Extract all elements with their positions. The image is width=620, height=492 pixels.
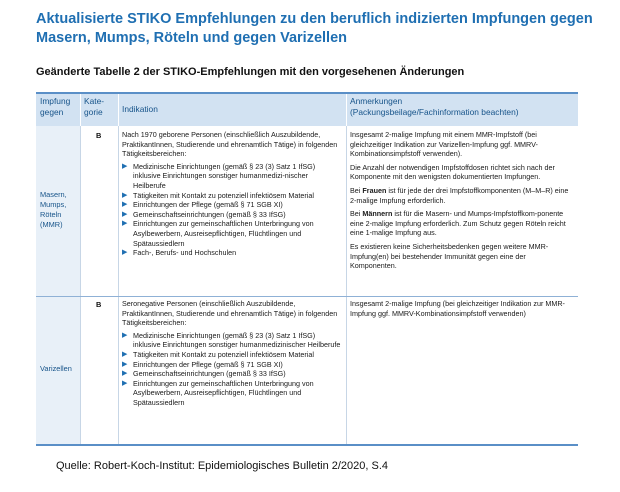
triangle-bullet-icon: ▶ (122, 331, 128, 339)
row-indikation (122, 299, 342, 408)
list-item: ▶ Einrichtungen zur gemeinschaftlichen Unterbringung von Asylbewerbern, Ausreisepflichtigen, Flüchtlingen und Spätaussiedlern (122, 219, 314, 248)
row-separator (36, 296, 578, 297)
list-item: ▶ Tätigkeiten mit Kontakt zu potenziell infektiösem Material (122, 190, 314, 200)
column-divider (346, 126, 347, 444)
header-anmerkungen-sub: (Packungsbeilage/Fachinformation beachten) (350, 107, 519, 117)
header-anmerkungen (346, 94, 578, 126)
first-column-background (36, 126, 80, 444)
list-item: ▶ Gemeinschaftseinrichtungen (gemäß § 33 IfSG) (122, 369, 286, 379)
triangle-bullet-icon: ▶ (122, 201, 128, 209)
list-item: ▶ Gemeinschaftseinrichtungen (gemäß § 33 IfSG) (122, 209, 286, 219)
note-paragraph: Bei Männern ist für die Masern- und Mumps-Impfstoffkom-ponente eine 2-malige Impfung erforderlich. Zum Schutz gegen Röteln reicht eine 1-malige Impfung aus. (350, 209, 566, 238)
header-divider (80, 94, 81, 126)
row-impfung: Varizellen (40, 364, 72, 373)
triangle-bullet-icon: ▶ (122, 379, 128, 387)
list-item: ▶ Einrichtungen der Pflege (gemäß § 71 SGB XI) (122, 359, 283, 369)
row-kategorie: B (96, 300, 102, 309)
column-divider (80, 126, 81, 444)
list-item: ▶ Tätigkeiten mit Kontakt zu potenziell infektiösem Material (122, 349, 314, 359)
triangle-bullet-icon: ▶ (122, 220, 128, 228)
page-title: Aktualisierte STIKO Empfehlungen zu den beruflich indizierten Impfungen gegen Masern, Mumps, Röteln und gegen Varizellen (36, 11, 593, 46)
row-anmerkungen (350, 299, 574, 322)
note-paragraph: Insgesamt 2-malige Impfung mit einem MMR-Impfstoff (bei gleichzeitiger Indikation zur Varizellen-Impfung ggf. MMRV-Kombinationsimpfstoff verwenden). (350, 130, 538, 159)
indikation-intro: Nach 1970 geborene Personen (einschließlich Auszubildende, PraktikantInnen, Studierende und ehrenamtlich Tätige) in folgenden Tätigkeitsbereichen: (122, 130, 338, 159)
source-citation: Quelle: Robert-Koch-Institut: Epidemiologisches Bulletin 2/2020, S.4 (56, 460, 389, 472)
triangle-bullet-icon: ▶ (122, 350, 128, 358)
header-divider (346, 94, 347, 126)
triangle-bullet-icon: ▶ (122, 360, 128, 368)
row-indikation (122, 130, 342, 258)
row-impfung: Masern, Mumps, Röteln (MMR) (40, 190, 67, 229)
list-item: ▶ Medizinische Einrichtungen (gemäß § 23 (3) Satz 1 IfSG) inklusive Einrichtungen sonstiger humanmedizinischer Heilberufe (122, 330, 341, 350)
stiko-table (36, 92, 578, 446)
header-indikation: Indikation (122, 104, 158, 114)
header-divider (118, 94, 119, 126)
triangle-bullet-icon: ▶ (122, 210, 128, 218)
column-divider (118, 126, 119, 444)
triangle-bullet-icon: ▶ (122, 191, 128, 199)
list-item: ▶ Einrichtungen zur gemeinschaftlichen Unterbringung von Asylbewerbern, Ausreisepflichtigen, Flüchtlingen und Spätaussiedlern (122, 378, 314, 407)
header-kategorie: Kate-gorie (84, 96, 105, 117)
row-kategorie: B (96, 131, 102, 140)
header-anmerkungen-title: Anmerkungen (350, 96, 403, 106)
triangle-bullet-icon: ▶ (122, 162, 128, 170)
row-anmerkungen (350, 130, 574, 275)
list-item: ▶ Fach-, Berufs- und Hochschulen (122, 248, 237, 258)
header-impfung: Impfung gegen (40, 96, 71, 117)
indikation-intro: Seronegative Personen (einschließlich Auszubildende, PraktikantInnen, Studierende und ehrenamtlich Tätige) in folgenden Tätigkeitsbereichen: (122, 299, 338, 328)
list-item: ▶ Medizinische Einrichtungen (gemäß § 23 (3) Satz 1 IfSG) inklusive Einrichtungen sonstiger humanmedizi-nischer Heilberufe (122, 161, 316, 190)
note-paragraph: Bei Frauen ist für jede der drei Impfstoffkomponenten (M–M–R) eine 2-malige Impfung erforderlich. (350, 185, 569, 205)
list-item: ▶ Einrichtungen der Pflege (gemäß § 71 SGB XI) (122, 200, 283, 210)
triangle-bullet-icon: ▶ (122, 370, 128, 378)
note-paragraph: Es existieren keine Sicherheitsbedenken gegen weitere MMR-Impfung(en) bei bestehender Immunität gegen eine der Komponenten. (350, 241, 549, 271)
triangle-bullet-icon: ▶ (122, 249, 128, 257)
table-subtitle: Geänderte Tabelle 2 der STIKO-Empfehlungen mit den vorgesehenen Änderungen (36, 66, 465, 78)
note-paragraph: Die Anzahl der notwendigen Impfstoffdosen richtet sich nach der Komponente mit den wenigsten dokumentierten Impfungen. (350, 162, 555, 182)
note-paragraph: Insgesamt 2-malige Impfung (bei gleichzeitiger Indikation zur MMR-Impfung ggf. MMRV-Kombinationsimpfstoff verwenden) (350, 299, 565, 318)
